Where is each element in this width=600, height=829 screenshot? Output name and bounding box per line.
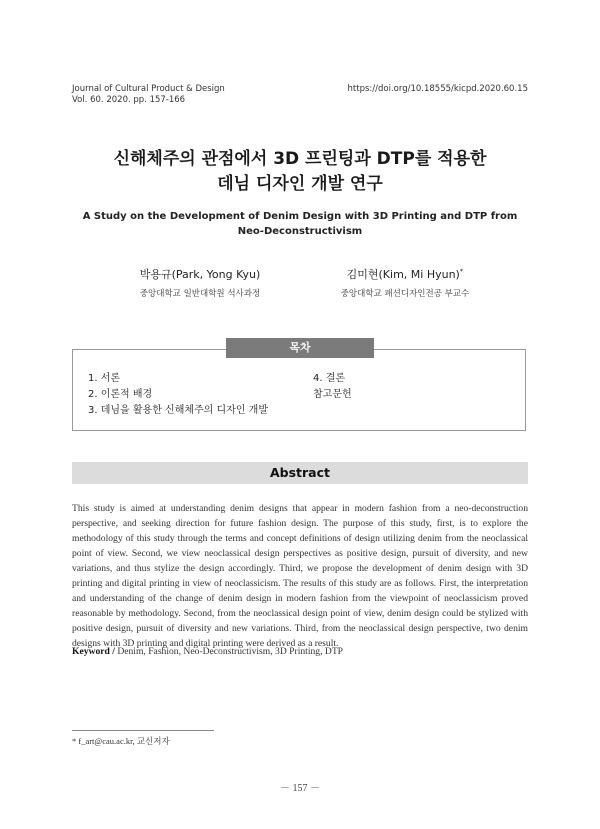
- footnote-mark: *: [72, 736, 77, 746]
- corresponding-mark: *: [459, 267, 464, 276]
- toc-item: 3. 데님을 활용한 신해체주의 디자인 개발: [88, 405, 268, 416]
- abstract-text: This study is aimed at understanding denim designs that appear in modern fashion from a neo-deconstruction perspective, and seeking direction for future fashion design. The purpose of this study, first, is to explore the methodology of this study through the terms and concept definitions of design utilizing denim from the neoclassical point of view. Second, we view neoclassical design perspectives as positive design, pursuit of diversity, and new variations, and thus stylize the design accordingly. Third, we propose the development of denim design with 3D printing and digital printing in view of neoclassicism. The results of this study are as follows. First, the interpretation and understanding of the change of denim design in modern fashion from the viewpoint of neoclassicism proved reasonable by methodology. Second, from the neoclassical design point of view, denim design could be stylized with positive design, pursuit of diversity and new variations. Third, from the neoclassical design perspective, two denim designs with 3D printing and digital printing were derived as a result.: [72, 503, 528, 649]
- toc-item: 1. 서론: [88, 373, 121, 384]
- toc-item: 4. 결론: [313, 373, 346, 384]
- footnote-text: f_art@cau.ac.kr, 교신저자: [78, 736, 170, 746]
- title-english-line2: Neo-Deconstructivism: [237, 226, 363, 237]
- volume-info: Vol. 60. 2020. pp. 157-166: [72, 95, 186, 105]
- title-korean-line2: 데님 디자인 개발 연구: [217, 174, 383, 194]
- keyword-label: Keyword /: [72, 646, 115, 657]
- author-1-affiliation: 중앙대학교 일반대학원 석사과정: [139, 289, 261, 299]
- keyword-list: Denim, Fashion, Neo-Deconstructivism, 3D Printing, DTP: [117, 646, 344, 657]
- author-2-name: 김미현(Kim, Mi Hyun)*: [346, 267, 464, 281]
- title-korean-line1: 신해체주의 관점에서 3D 프린팅과 DTP를 적용한: [113, 149, 487, 169]
- title-english-line1: A Study on the Development of Denim Design with 3D Printing and DTP from: [82, 211, 518, 222]
- footnote-rule: [72, 730, 214, 731]
- journal-name: Journal of Cultural Product & Design: [72, 84, 225, 94]
- toc-item: 참고문헌: [313, 389, 352, 400]
- keywords: [72, 646, 528, 657]
- abstract-heading: Abstract: [72, 462, 528, 484]
- author-1-name: 박용규(Park, Yong Kyu): [139, 268, 261, 281]
- doi-link[interactable]: https://doi.org/10.18555/kicpd.2020.60.15: [347, 84, 528, 94]
- author-2-affiliation: 중앙대학교 패션디자인전공 부교수: [340, 289, 470, 299]
- toc-item: 2. 이론적 배경: [88, 389, 153, 400]
- toc-heading: 목차: [226, 338, 374, 358]
- page-number: － 157 －: [280, 783, 320, 794]
- footnote: [72, 735, 170, 747]
